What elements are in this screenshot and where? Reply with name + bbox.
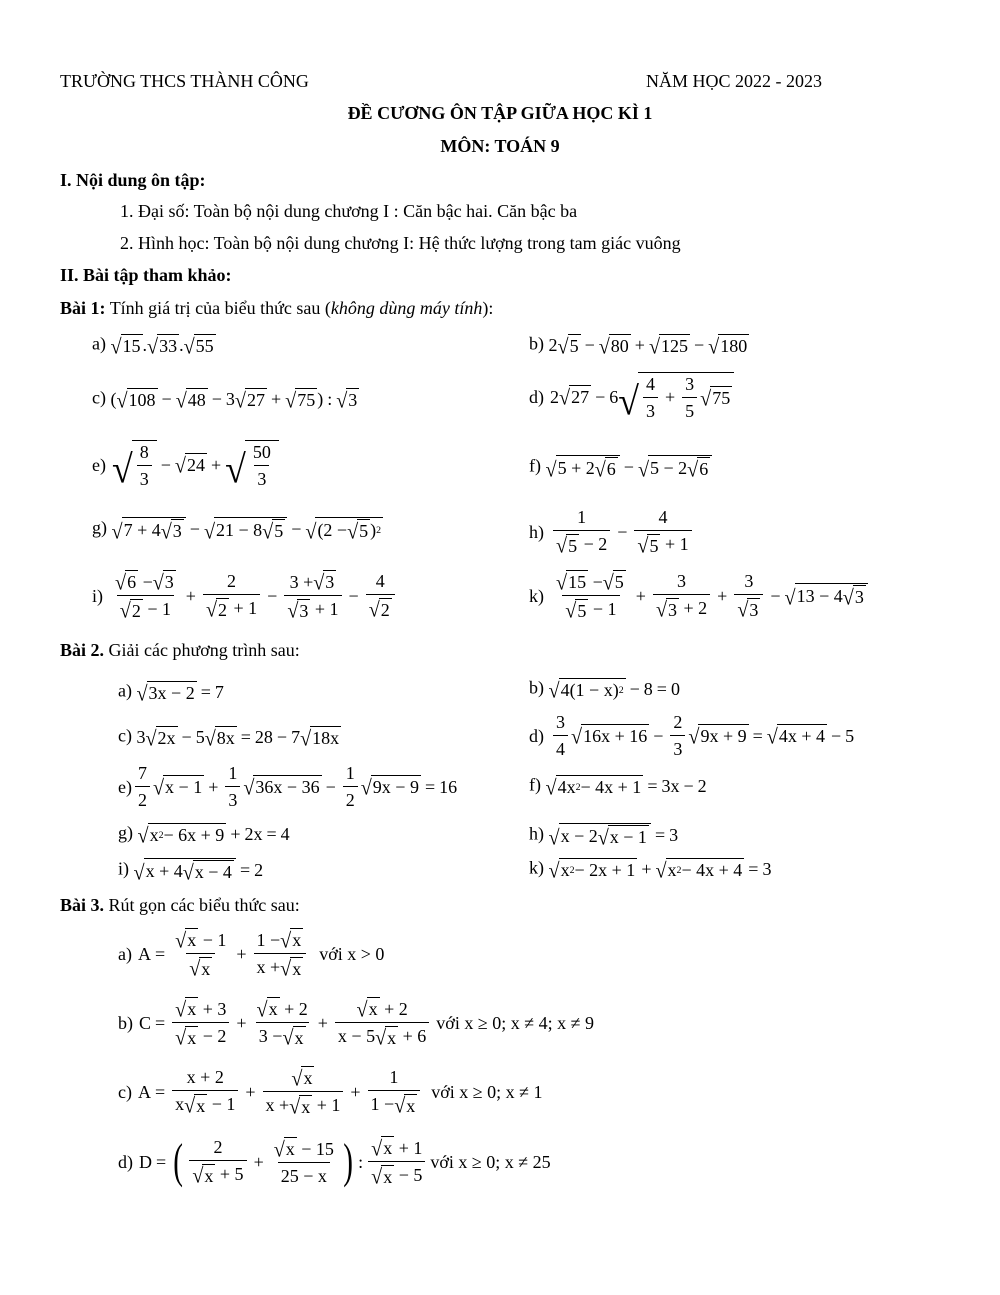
math-expression: h) 1 √ 5 − 2 − 4 √ 5 + 1 xyxy=(529,507,695,556)
ex1-item-b xyxy=(529,334,749,357)
condition-text: với x ≥ 0; x ≠ 1 xyxy=(431,1081,543,1102)
item-letter: f) xyxy=(529,455,541,476)
exercise-2-label: Bài 2. xyxy=(60,640,105,660)
item-letter: b) xyxy=(529,333,544,354)
item-letter: d) xyxy=(529,386,544,407)
math-expression: e) √ $\frac{8}{3}$ − √ 24 + √ $\frac{50}{3}$ xyxy=(92,440,279,489)
ex2-item-e xyxy=(118,763,457,810)
document-title: ĐỀ CƯƠNG ÔN TẬP GIỮA HỌC KÌ 1 xyxy=(347,103,653,123)
ex3-item-b xyxy=(118,997,594,1048)
math-expression: √ 15 . √ 33 . √ 55 xyxy=(110,334,214,359)
item-letter: g) xyxy=(118,822,133,843)
item-letter: i) xyxy=(92,585,103,606)
ex1-item-g xyxy=(92,517,383,542)
section-1-item-2: 2. Hình học: Toàn bộ nội dung chương I: Hệ thức lượng trong tam giác vuông xyxy=(120,233,681,253)
condition-text: với x ≥ 0; x ≠ 25 xyxy=(430,1151,551,1172)
item-letter: k) xyxy=(529,857,544,878)
condition-text: với x ≥ 0; x ≠ 4; x ≠ 9 xyxy=(436,1012,594,1033)
ex3-item-a xyxy=(118,928,384,979)
school-name: TRƯỜNG THCS THÀNH CÔNG xyxy=(60,71,309,91)
ex2-item-f xyxy=(529,775,707,798)
item-letter: e) xyxy=(92,454,106,475)
math-expression: √ x + 4 √ x − 4 = 2 xyxy=(134,858,264,883)
ex2-item-g xyxy=(118,823,290,846)
item-letter: a) xyxy=(118,943,132,964)
math-expression: √ x − 2 √ x − 1 = 3 xyxy=(549,823,679,848)
item-letter: d) xyxy=(529,725,544,746)
math-expression: √ 4x 2 − 4x + 1 = 3x − 2 xyxy=(545,775,707,800)
exercise-1-tail: ): xyxy=(482,298,494,318)
math-expression: √ 3x − 2 = 7 xyxy=(136,681,224,706)
math-expression: 2 √ 5 − √ 80 + √ 125 − √ 180 xyxy=(548,334,748,359)
exercise-1-text: Tính giá trị của biểu thức sau ( xyxy=(105,298,331,318)
math-expression: √ 4(1 − x) 2 − 8 = 0 xyxy=(548,678,680,703)
ex3-item-c xyxy=(118,1066,543,1117)
item-letter: h) xyxy=(529,521,544,542)
ex1-item-k xyxy=(529,570,868,621)
item-letter: f) xyxy=(529,774,541,795)
ex2-item-i xyxy=(118,858,263,883)
item-letter: a) xyxy=(92,333,106,354)
math-expression: √ x 2 − 6x + 9 + 2x = 4 xyxy=(137,823,290,848)
ex1-item-a xyxy=(92,334,216,357)
item-letter: c) xyxy=(118,725,132,746)
ex3-item-d xyxy=(118,1136,551,1187)
exercise-3-heading xyxy=(60,896,300,914)
math-expression: e) $\frac{7}{2}$ √ x − 1 + $\frac{1}{3}$ √ 36x − 36 − $\frac{1}{2}$ √ 9x − 9 = 16 xyxy=(118,763,458,810)
condition-text: với x > 0 xyxy=(319,943,385,964)
ex1-item-i xyxy=(92,570,398,621)
exercise-2-heading xyxy=(60,641,300,659)
exercise-1-heading xyxy=(60,299,493,317)
math-expression: d) 2 √ 27 − 6 √ $\frac{4}{3}$ + $\frac{3}{5}$ √ 75 xyxy=(529,372,734,421)
ex2-item-d xyxy=(529,712,854,759)
ex2-item-b xyxy=(529,678,680,701)
exercise-1-italic: không dùng máy tính xyxy=(330,298,483,318)
section-1-heading: I. Nội dung ôn tập: xyxy=(60,170,206,190)
ex2-item-a xyxy=(118,681,224,704)
ex1-item-h xyxy=(529,507,695,556)
item-letter: i) xyxy=(118,858,129,879)
ex2-item-k xyxy=(529,858,771,881)
ex1-item-f xyxy=(529,455,712,480)
ex2-item-h xyxy=(529,823,678,848)
ex1-item-c xyxy=(92,388,359,411)
exercise-3-text: Rút gọn các biểu thức sau: xyxy=(104,895,300,915)
item-letter: e) xyxy=(118,776,132,797)
math-expression: 3 √ 2x − 5 √ 8x = 28 − 7 √ 18x xyxy=(136,726,340,751)
math-expression: √ 5 + 2 √ 6 − √ 5 − 2 √ 6 xyxy=(546,455,713,480)
item-letter: a) xyxy=(118,680,132,701)
exercise-2-text: Giải các phương trình sau: xyxy=(104,640,300,660)
item-letter: b) xyxy=(529,677,544,698)
math-expression: d) D = ( 2 √ x + 5 + √ x − 15 25 − x ) : √ x + 1 √ x − 5 với x ≥ 0; x ≠ 25 xyxy=(118,1134,551,1189)
item-letter: c) xyxy=(92,387,106,408)
section-1-item-1: 1. Đại số: Toàn bộ nội dung chương I : Căn bậc hai. Căn bậc ba xyxy=(120,201,578,221)
math-expression: d) $\frac{3}{4}$ √ 16x + 16 − $\frac{2}{3}$ √ 9x + 9 = √ 4x + 4 − 5 xyxy=(529,712,855,759)
section-2-heading: II. Bài tập tham khảo: xyxy=(60,265,232,285)
math-expression: ( √ 108 − √ 48 − 3 √ 27 + √ 75 ) : √ 3 xyxy=(110,388,358,413)
math-expression: √ 7 + 4 √ 3 − √ 21 − 8 √ 5 − √ (2 − √ 5 ) 2 xyxy=(112,517,384,542)
school-year: NĂM HỌC 2022 - 2023 xyxy=(646,71,823,91)
item-letter: d) xyxy=(118,1151,133,1172)
ex1-item-d xyxy=(529,372,734,424)
math-expression: √ x 2 − 2x + 1 + √ x 2 − 4x + 4 = 3 xyxy=(548,858,772,883)
exercise-1-label: Bài 1: xyxy=(60,298,106,318)
item-letter: c) xyxy=(118,1081,132,1102)
math-expression: a) A = √ x − 1 √ x + 1 − √ x x + √ x với x > 0 xyxy=(118,928,385,981)
exercise-3-label: Bài 3. xyxy=(60,895,105,915)
math-expression: i) √ 6 − √ 3 √ 2 − 1 + 2 √ 2 + 1 − 3 + √ 3 √ 3 + 1 − 4 √ 2 xyxy=(92,570,398,621)
item-letter: g) xyxy=(92,517,107,538)
item-letter: b) xyxy=(118,1012,133,1033)
ex2-item-c xyxy=(118,726,341,749)
item-letter: k) xyxy=(529,585,544,606)
math-expression: c) A = x + 2 x √ x − 1 + √ x x + √ x + 1 + 1 1 − √ x với x ≥ 0; x ≠ 1 xyxy=(118,1066,543,1119)
math-expression: k) √ 15 − √ 5 √ 5 − 1 + 3 √ 3 + 2 + 3 √ 3 − √ 13 − 4 √ 3 xyxy=(529,570,868,621)
math-expression: b) C = √ x + 3 √ x − 2 + √ x + 2 3 − √ x + √ x + 2 x − 5 √ x + 6 với x ≥ 0; x ≠ 4; x ≠ 9 xyxy=(118,997,594,1050)
ex1-item-e xyxy=(92,440,279,492)
document-subject: MÔN: TOÁN 9 xyxy=(440,136,560,156)
item-letter: h) xyxy=(529,823,544,844)
